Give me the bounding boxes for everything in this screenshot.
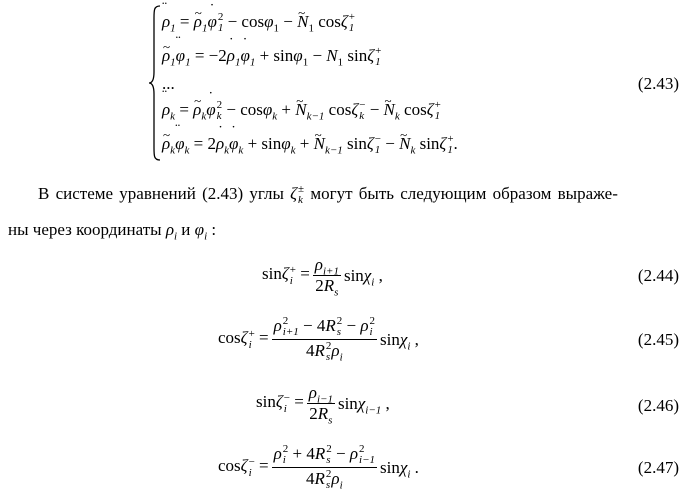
equation-2-44: sinζ + i = $\frac{\rho_{i+1}}{2R_s}$ sinχ$_i$ ,	[262, 255, 383, 299]
equation-2-46: sinζ − i = $\frac{\rho_{i-1}}{2R_s}$ sinχ$_{i-1}$ ,	[256, 383, 390, 427]
system-line-k2: ~ $\rho_k¨$ $\varphi_k$ = 2˙ $\rho_k˙$ $\varphi_k + \sin\varphi_k$ + ~ $N_{k-1}$ sinζ − 1 − ~ $N_k$ sinζ + 1 .	[162, 134, 458, 156]
para1-text-b: могут быть следующим образом выраже-	[310, 184, 618, 203]
system-ellipsis: ...	[162, 74, 175, 93]
eq-number-2-44: (2.44)	[637, 266, 679, 285]
para2-text-a: ны через координаты	[8, 220, 162, 239]
eq-number-2-43: (2.43)	[637, 74, 679, 93]
paragraph-line-2: ны через координаты $\rho_i$ и $\varphi_i$ :	[8, 220, 217, 243]
eq-number-2-45: (2.45)	[637, 330, 679, 349]
eq-number-2-47: (2.47)	[637, 458, 679, 477]
equation-system-2-43	[148, 4, 548, 162]
para2-text-c: :	[211, 220, 217, 239]
system-line-2: ~ $\rho_1¨$ $\varphi_1$ = −2˙ $\rho_1˙$ $\varphi_1 + \sin\varphi_1 - N_1$ sinζ + 1	[162, 46, 381, 68]
para1-text-a: В системе уравнений (2.43) углы	[38, 184, 284, 203]
paragraph-line-1: В системе уравнений (2.43) углы ζ ± k могут быть следующим образом выраже-	[38, 183, 618, 207]
para2-text-b: и	[181, 220, 191, 239]
system-line-1: ¨ $\rho_1$ = ~ $\rho_1˙$ φ 2 1 − cosφ$_1$ − ~ $N_1$ cosζ + 1	[162, 12, 355, 34]
equation-2-45: cosζ + i = ρ 2 i+1 − 4R 2 s − ρ 2 i 4R 2 s $\rho_i$ sinχ$_i$ ,	[218, 315, 419, 364]
system-line-k1: ¨ $\rho_k$ = ~ $\rho_k˙$ φ 2 k − cosφ$_k$ + ~ $N_{k-1}$ cosζ − k − ~ $N_k$ cosζ + 1	[162, 100, 441, 122]
equation-2-47: cosζ − i = ρ 2 i + 4R 2 s − ρ 2 i−1 4R 2 s $\rho_i$ sinχ$_i$ .	[218, 443, 419, 492]
eq-number-2-46: (2.46)	[637, 396, 679, 415]
left-brace	[148, 4, 162, 162]
